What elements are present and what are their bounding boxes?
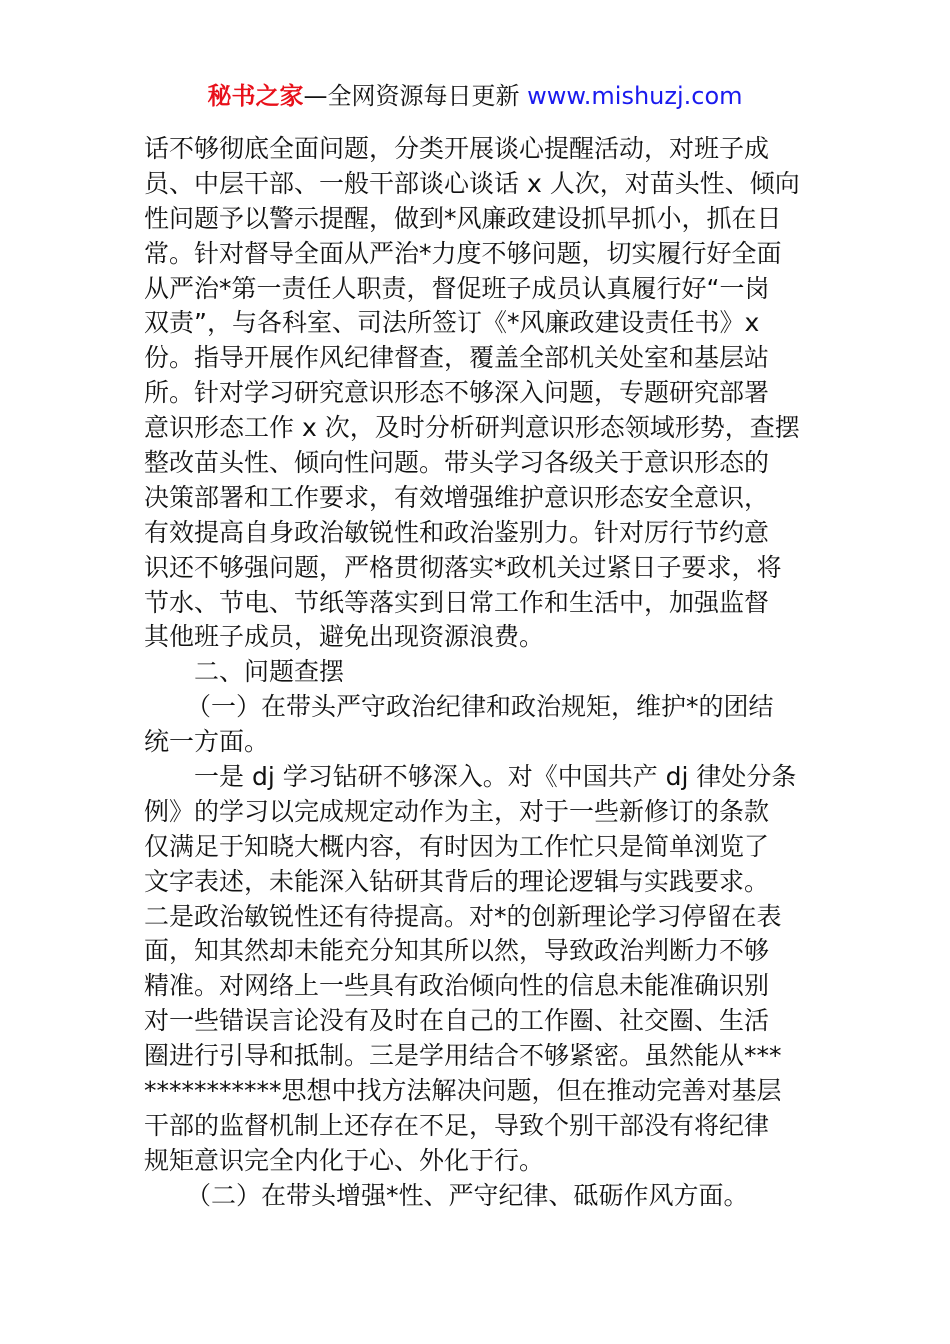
- text-line: 圈进行引导和抵制。三是学用结合不够紧密。虽然能从***: [144, 1041, 782, 1071]
- subsection-heading: （一）在带头严守政治纪律和政治规矩，维护*的团结: [186, 692, 774, 722]
- text-line: 干部的监督机制上还存在不足，导致个别干部没有将纪律: [144, 1110, 770, 1140]
- text-line: 整改苗头性、倾向性问题。带头学习各级关于意识形态的: [144, 448, 770, 478]
- text-line: 统一方面。: [144, 727, 270, 757]
- text-line: 有效提高自身政治敏锐性和政治鉴别力。针对厉行节约意: [144, 517, 770, 547]
- site-header: [0, 80, 950, 112]
- text-line: 份。指导开展作风纪律督查，覆盖全部机关处室和基层站: [144, 343, 770, 373]
- text-line: 例》的学习以完成规定动作为主，对于一些新修订的条款: [144, 796, 770, 826]
- text-line: 精准。对网络上一些具有政治倾向性的信息未能准确识别: [144, 971, 770, 1001]
- text-line: 常。针对督导全面从严治*力度不够问题，切实履行好全面: [144, 238, 782, 268]
- text-line: 仅满足于知晓大概内容，有时因为工作忙只是简单浏览了: [144, 831, 770, 861]
- section-heading: 二、问题查摆: [194, 657, 345, 687]
- text-line: 面，知其然却未能充分知其所以然，导致政治判断力不够: [144, 936, 770, 966]
- text-line: 所。针对学习研究意识形态不够深入问题，专题研究部署: [144, 378, 770, 408]
- site-url[interactable]: www.mishuzj.com: [527, 82, 743, 110]
- text-line: ***********思想中找方法解决问题，但在推动完善对基层: [144, 1076, 782, 1106]
- paragraph-start: 一是 dj 学习钻研不够深入。对《中国共产 dj 律处分条: [194, 762, 797, 792]
- text-line: 识还不够强问题，严格贯彻落实*政机关过紧日子要求，将: [144, 552, 782, 582]
- text-line: 文字表述，未能深入钻研其背后的理论逻辑与实践要求。: [144, 866, 770, 896]
- text-line: 二是政治敏锐性还有待提高。对*的创新理论学习停留在表: [144, 901, 782, 931]
- text-line: 规矩意识完全内化于心、外化于行。: [144, 1145, 545, 1175]
- site-brand: 秘书之家: [207, 82, 304, 110]
- text-line: 性问题予以警示提醒，做到*风廉政建设抓早抓小，抓在日: [144, 203, 782, 233]
- text-line: 从严治*第一责任人职责，督促班子成员认真履行好“一岗: [144, 273, 770, 303]
- text-line: 决策部署和工作要求，有效增强维护意识形态安全意识，: [144, 482, 770, 512]
- text-line: 其他班子成员，避免出现资源浪费。: [144, 622, 545, 652]
- subsection-heading: （二）在带头增强*性、严守纪律、砥砺作风方面。: [186, 1180, 749, 1210]
- text-line: 意识形态工作 x 次，及时分析研判意识形态领域形势，查摆: [144, 413, 800, 443]
- site-slogan: —全网资源每日更新: [303, 82, 520, 110]
- document-body: [144, 132, 814, 1214]
- text-line: 节水、节电、节纸等落实到日常工作和生活中，加强监督: [144, 587, 770, 617]
- text-line: 双责”，与各科室、司法所签订《*风廉政建设责任书》x: [144, 308, 760, 338]
- text-line: 对一些错误言论没有及时在自己的工作圈、社交圈、生活: [144, 1006, 770, 1036]
- text-line: 话不够彻底全面问题，分类开展谈心提醒活动，对班子成: [144, 134, 770, 163]
- text-line: 员、中层干部、一般干部谈心谈话 x 人次，对苗头性、倾向: [144, 168, 800, 198]
